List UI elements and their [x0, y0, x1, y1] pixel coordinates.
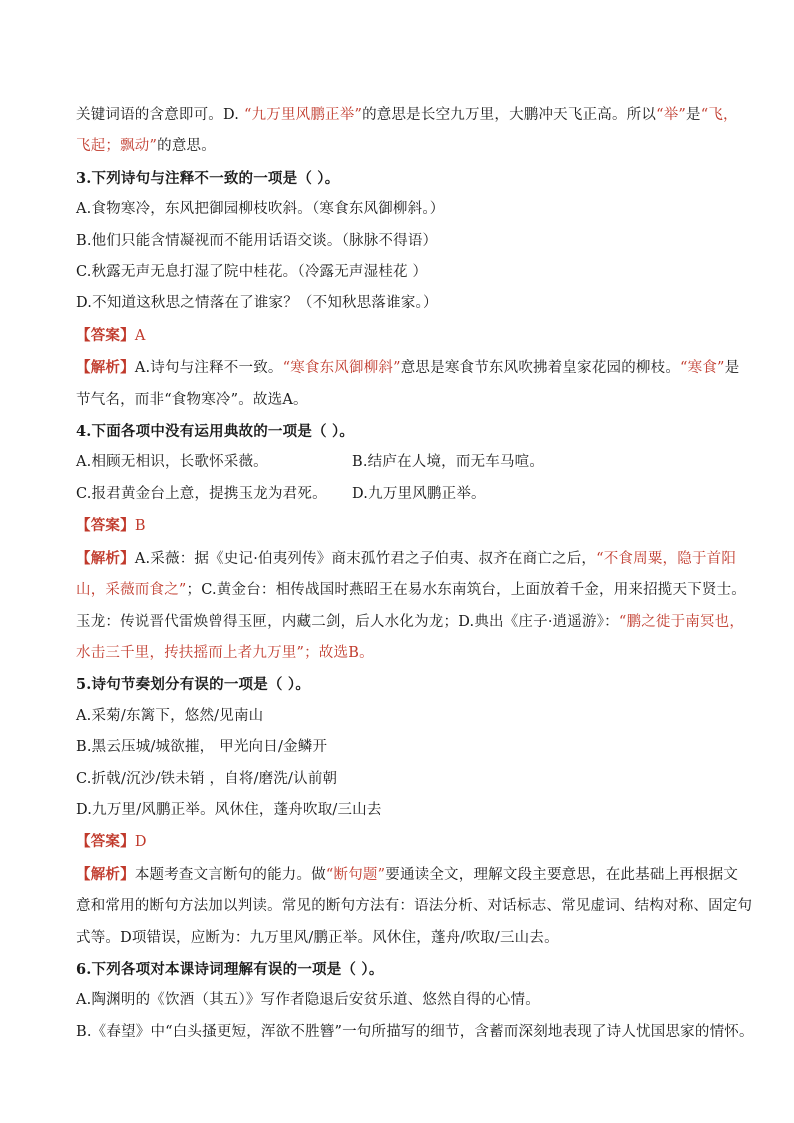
q5-explanation-line-1 — [76, 859, 739, 891]
text: 的意思是长空九万里，大鹏冲天飞正高。所以 — [362, 107, 657, 123]
quote: “飞， — [700, 107, 738, 123]
q3-option-b: B.他们只能含情凝视而不能用话语交谈。（脉脉不得语） — [76, 232, 438, 249]
q5-option-a: A.采菊/东篱下，悠然/见南山 — [76, 707, 264, 724]
answer-value: D — [134, 834, 147, 851]
q5-option-c: C.折戟/沉沙/铁未销 ，自将/磨洗/认前朝 — [76, 770, 338, 787]
text: 关键词语的含意即可。D. — [76, 107, 244, 123]
text: 要通读全文，理解文段主要意思，在此基础上再根据文 — [385, 866, 739, 883]
answer-tag: 【答案】 — [76, 326, 135, 344]
document-page — [76, 100, 754, 1048]
q5-explanation-line-3: 式等。D项错误，应断为：九万里风/鹏正举。风休住，蓬舟/吹取/三山去。 — [76, 929, 559, 946]
quote: “举” — [656, 107, 687, 123]
explanation-tag: 【解析】 — [76, 865, 135, 883]
q5-answer — [76, 826, 726, 858]
q5-explanation-line-2: 意和常用的断句方法加以判读。常见的断句方法有：语法分析、对话标志、常见虚词、结构对称、固定句 — [76, 898, 753, 915]
q3-option-c: C.秋露无声无息打湿了院中桂花。（冷露无声湿桂花 ） — [76, 264, 428, 281]
answer-value: B — [134, 518, 146, 535]
q5-option-d: D.九万里/风鹏正举。风休住，蓬舟吹取/三山去 — [76, 801, 382, 818]
quote: “不食周粟，隐于首阳 — [596, 550, 737, 567]
q4-explanation-line-3 — [76, 607, 745, 638]
answer-tag: 【答案】 — [76, 517, 135, 535]
explanation-tag: 【解析】 — [76, 359, 135, 377]
question-4-stem: 4.下面各项中没有运用典故的一项是（ ）。 — [76, 423, 355, 441]
quote: 飞起；飘动” — [76, 138, 158, 155]
text: 意思是寒食节东风吹拂着皇家花园的柳枝。 — [400, 360, 681, 377]
quote: “寒食” — [680, 360, 725, 377]
explanation-tag: 【解析】 — [76, 549, 135, 567]
q3-answer — [76, 320, 726, 352]
q4-option-d: D.九万里风鹏正举。 — [352, 485, 486, 502]
quote: 水击三千里，抟扶摇而上者九万里”；故选B。 — [76, 644, 374, 661]
q6-option-a: A.陶渊明的《饮酒（其五）》写作者隐退后安贫乐道、悠然自得的心情。 — [76, 992, 540, 1009]
text: 本题考查文言断句的能力。做 — [134, 866, 326, 883]
text: 的意思。 — [157, 138, 216, 155]
intro-line-2 — [76, 131, 726, 162]
q6-option-b: B.《春望》中“白头搔更短，浑欲不胜簪”一句所描写的细节，含蓄而深刻地表现了诗人忧国思家的情怀。 — [76, 1023, 754, 1040]
q3-option-d: D.不知道这秋思之情落在了谁家？（不知秋思落谁家。） — [76, 295, 438, 312]
q4-option-a: A.相顾无相识，长歌怀采薇。 — [76, 454, 268, 471]
q4-explanation-line-2 — [76, 575, 746, 606]
intro-line-1 — [76, 100, 738, 131]
text: 玉龙：传说晋代雷焕曾得玉匣，内藏二剑，后人水化为龙；D.典出《庄子·逍遥游》： — [76, 613, 619, 630]
text: A.采薇：据《史记·伯夷列传》商末孤竹君之子伯夷、叔齐在商亡之后， — [134, 550, 597, 567]
text: A.诗句与注释不一致。 — [134, 360, 283, 377]
q3-explanation-line-2: 节气名，而非“食物寒冷”。故选A。 — [76, 391, 308, 408]
quote: “寒食东风御柳斜” — [282, 360, 401, 377]
q4-explanation-line-1 — [76, 543, 737, 575]
q3-explanation-line-1 — [76, 352, 740, 384]
question-6-stem: 6.下列各项对本课诗词理解有误的一项是（ ）。 — [76, 960, 384, 978]
q4-option-c: C.报君黄金台上意，提携玉龙为君死。 — [76, 485, 327, 502]
text: 是 — [724, 360, 740, 377]
question-5-stem: 5.诗句节奏划分有误的一项是（ ）。 — [76, 676, 311, 694]
q4-options-row-1 — [76, 447, 726, 478]
answer-tag: 【答案】 — [76, 833, 135, 851]
q4-answer — [76, 510, 726, 542]
question-3-stem: 3.下列诗句与注释不一致的一项是（ ）。 — [76, 169, 340, 187]
quote: 山，采薇而食之” — [76, 582, 187, 599]
q5-option-b: B.黑云压城/城欲摧， 甲光向日/金鳞开 — [76, 739, 328, 756]
quote: “九万里风鹏正举” — [243, 107, 363, 123]
q4-options-row-2 — [76, 479, 726, 510]
answer-value: A — [134, 327, 146, 344]
q4-option-b: B.结庐在人境，而无车马喧。 — [352, 454, 545, 471]
text: ；C.黄金台：相传战国时燕昭王在易水东南筑台，上面放着千金，用来招揽天下贤士。 — [186, 582, 746, 599]
quote: “断句题” — [325, 866, 386, 883]
quote: “鹏之徙于南冥也， — [618, 613, 745, 630]
q3-option-a: A.食物寒冷，东风把御园柳枝吹斜。（寒食东风御柳斜。） — [76, 201, 445, 218]
text: 是 — [686, 107, 701, 123]
q4-explanation-line-4 — [76, 638, 726, 669]
